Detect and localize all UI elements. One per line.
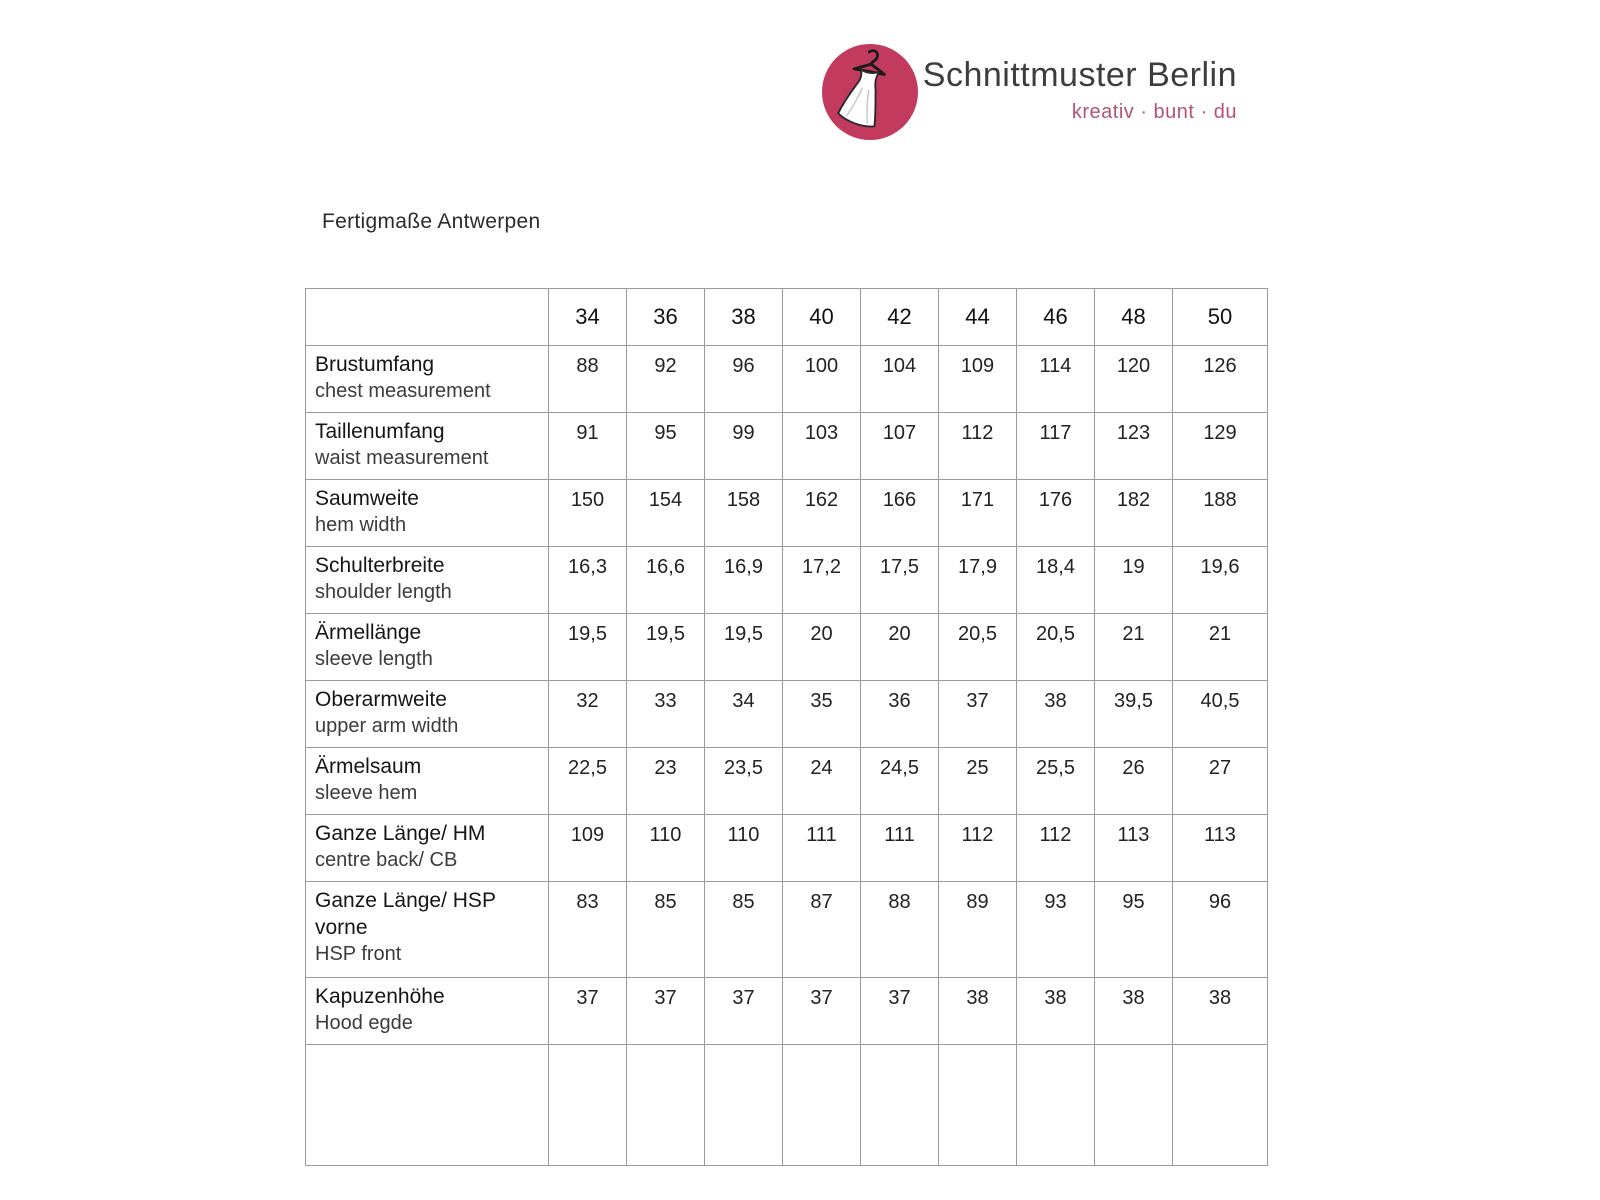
table-row [306,978,1268,1045]
value-cell [939,1045,1017,1166]
value-cell: 35 [783,681,861,748]
value-cell: 24 [783,748,861,815]
value-cell: 88 [861,882,939,978]
value-cell: 114 [1017,346,1095,413]
table-row [306,413,1268,480]
size-header: 34 [549,289,627,346]
label-english: sleeve hem [315,782,418,804]
value-cell: 112 [939,815,1017,882]
table-row [306,547,1268,614]
table-row [306,614,1268,681]
value-cell: 19,6 [1173,547,1268,614]
value-cell: 109 [939,346,1017,413]
label-german: Schulterbreite [315,554,445,577]
value-cell: 37 [627,978,705,1045]
value-cell: 120 [1095,346,1173,413]
value-cell: 126 [1173,346,1268,413]
table-head [306,289,1268,346]
label-english: centre back/ CB [315,849,458,871]
label-english: HSP front [315,943,402,965]
value-cell: 38 [1173,978,1268,1045]
value-cell: 99 [705,413,783,480]
table-row [306,480,1268,547]
value-cell: 38 [1017,978,1095,1045]
row-label [306,480,549,547]
value-cell: 109 [549,815,627,882]
label-english: upper arm width [315,715,459,737]
size-header: 44 [939,289,1017,346]
value-cell: 95 [1095,882,1173,978]
empty-row [306,1045,1268,1166]
value-cell: 20,5 [1017,614,1095,681]
row-label [306,346,549,413]
label-english: waist measurement [315,447,489,469]
value-cell [783,1045,861,1166]
value-cell: 18,4 [1017,547,1095,614]
row-label [306,1045,549,1166]
table-row [306,681,1268,748]
label-german: Ganze Länge/ HM [315,822,486,845]
value-cell: 38 [1095,978,1173,1045]
row-label [306,882,549,978]
value-cell: 117 [1017,413,1095,480]
value-cell: 16,9 [705,547,783,614]
value-cell: 23 [627,748,705,815]
value-cell: 176 [1017,480,1095,547]
value-cell: 113 [1173,815,1268,882]
label-english: shoulder length [315,581,452,603]
value-cell: 21 [1095,614,1173,681]
value-cell: 16,3 [549,547,627,614]
value-cell: 21 [1173,614,1268,681]
value-cell: 17,9 [939,547,1017,614]
row-label [306,978,549,1045]
value-cell: 150 [549,480,627,547]
value-cell: 154 [627,480,705,547]
label-german: Ärmellänge [315,621,422,644]
label-german: Saumweite [315,487,419,510]
dress-on-hanger-icon [822,44,918,140]
value-cell [549,1045,627,1166]
value-cell: 37 [939,681,1017,748]
row-label [306,815,549,882]
value-cell: 188 [1173,480,1268,547]
size-table [305,288,1268,1166]
row-label [306,614,549,681]
label-german: Brustumfang [315,353,435,376]
value-cell: 37 [549,978,627,1045]
label-english: chest measurement [315,380,491,402]
value-cell: 110 [627,815,705,882]
label-german: Taillenumfang [315,420,445,443]
value-cell: 93 [1017,882,1095,978]
value-cell: 88 [549,346,627,413]
value-cell: 20,5 [939,614,1017,681]
row-label [306,547,549,614]
value-cell: 83 [549,882,627,978]
value-cell: 87 [783,882,861,978]
table-body [306,346,1268,1166]
value-cell: 37 [705,978,783,1045]
value-cell: 85 [627,882,705,978]
value-cell [1017,1045,1095,1166]
value-cell: 166 [861,480,939,547]
row-label [306,748,549,815]
label-english: sleeve length [315,648,433,670]
value-cell: 162 [783,480,861,547]
value-cell: 32 [549,681,627,748]
value-cell: 38 [1017,681,1095,748]
header-row [306,289,1268,346]
page-title: Fertigmaße Antwerpen [322,210,541,233]
value-cell: 20 [861,614,939,681]
value-cell: 40,5 [1173,681,1268,748]
value-cell: 33 [627,681,705,748]
value-cell: 129 [1173,413,1268,480]
table-row [306,815,1268,882]
value-cell: 96 [705,346,783,413]
value-cell [705,1045,783,1166]
brand-name: Schnittmuster Berlin [922,56,1237,94]
value-cell: 38 [939,978,1017,1045]
value-cell [627,1045,705,1166]
value-cell: 25 [939,748,1017,815]
value-cell: 22,5 [549,748,627,815]
value-cell: 36 [861,681,939,748]
value-cell: 17,2 [783,547,861,614]
value-cell: 182 [1095,480,1173,547]
value-cell [1173,1045,1268,1166]
value-cell: 158 [705,480,783,547]
value-cell: 39,5 [1095,681,1173,748]
value-cell: 19,5 [549,614,627,681]
row-label [306,413,549,480]
value-cell: 23,5 [705,748,783,815]
label-german: Oberarmweite [315,688,447,711]
size-header: 38 [705,289,783,346]
value-cell: 37 [783,978,861,1045]
corner-cell [306,289,549,346]
value-cell: 100 [783,346,861,413]
value-cell: 37 [861,978,939,1045]
value-cell: 91 [549,413,627,480]
label-english: hem width [315,514,407,536]
value-cell [861,1045,939,1166]
brand-tagline: kreativ · bunt · du [1071,101,1237,123]
label-english: Hood egde [315,1012,413,1034]
label-german: Kapuzenhöhe [315,985,445,1008]
value-cell: 123 [1095,413,1173,480]
size-header: 40 [783,289,861,346]
table-row [306,346,1268,413]
value-cell: 92 [627,346,705,413]
value-cell: 111 [783,815,861,882]
value-cell: 17,5 [861,547,939,614]
value-cell: 16,6 [627,547,705,614]
value-cell: 111 [861,815,939,882]
value-cell: 104 [861,346,939,413]
row-label [306,681,549,748]
label-german: Ärmelsaum [315,755,422,778]
value-cell: 112 [939,413,1017,480]
size-header: 42 [861,289,939,346]
value-cell: 24,5 [861,748,939,815]
value-cell: 19 [1095,547,1173,614]
value-cell: 26 [1095,748,1173,815]
value-cell: 113 [1095,815,1173,882]
value-cell: 103 [783,413,861,480]
value-cell: 19,5 [627,614,705,681]
value-cell: 171 [939,480,1017,547]
value-cell: 112 [1017,815,1095,882]
size-header: 48 [1095,289,1173,346]
value-cell: 95 [627,413,705,480]
label-german: Ganze Länge/ HSP vorne [315,889,496,939]
size-header: 46 [1017,289,1095,346]
value-cell: 34 [705,681,783,748]
table-row [306,748,1268,815]
value-cell: 110 [705,815,783,882]
logo [822,44,918,140]
value-cell: 20 [783,614,861,681]
value-cell: 19,5 [705,614,783,681]
value-cell: 107 [861,413,939,480]
value-cell: 85 [705,882,783,978]
value-cell: 96 [1173,882,1268,978]
table-row [306,882,1268,978]
size-header: 36 [627,289,705,346]
value-cell: 25,5 [1017,748,1095,815]
value-cell [1095,1045,1173,1166]
logo-text [923,56,1237,125]
size-header: 50 [1173,289,1268,346]
value-cell: 27 [1173,748,1268,815]
value-cell: 89 [939,882,1017,978]
